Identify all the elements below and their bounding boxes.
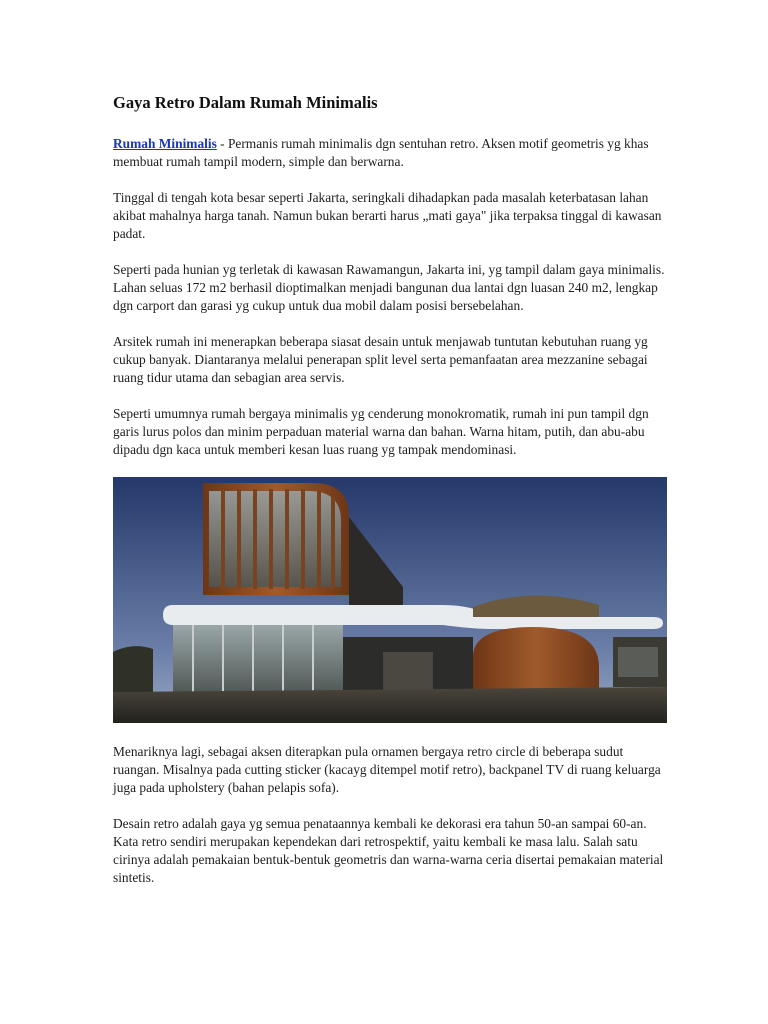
rumah-minimalis-link[interactable]: Rumah Minimalis [113, 136, 217, 151]
paragraph-1: Tinggal di tengah kota besar seperti Jakarta, seringkali dihadapkan pada masalah keterbatasan lahan akibat mahalnya harga tanah. Namun bukan berarti harus „mati gaya" jika terpaksa tinggal di kawasan padat. [113, 190, 662, 241]
paragraph-6: Desain retro adalah gaya yg semua penataannya kembali ke dekorasi era tahun 50-an sampai 60-an. Kata retro sendiri merupakan kependekan dari retrospektif, yaitu kembali ke masa lalu. Salah satu cirinya adalah pemakaian bentuk-bentuk geometris dan warna-warna ceria disertai pemakaian material sintetis. [113, 816, 664, 885]
house-photo [113, 477, 667, 723]
paragraph-3: Arsitek rumah ini menerapkan beberapa siasat desain untuk menjawab tuntutan kebutuhan ruang yg cukup banyak. Diantaranya melalui penerapan split level serta pemanfaatan area mezzanine sebagai ruang tidur utama dan sebagian area servis. [113, 334, 648, 385]
article-title: Gaya Retro Dalam Rumah Minimalis [113, 93, 378, 112]
intro-paragraph [113, 135, 673, 171]
intro-text: - Permanis rumah minimalis dgn sentuhan retro. Aksen motif geometris yg khas membuat rumah tampil modern, simple dan berwarna. [113, 136, 649, 169]
article [113, 93, 673, 905]
paragraph-4: Seperti umumnya rumah bergaya minimalis yg cenderung monokromatik, rumah ini pun tampil dgn garis lurus polos dan minim perpaduan material warna dan bahan. Warna hitam, putih, dan abu-abu dipadu dgn kaca untuk memberi kesan luas ruang yg tampak mendominasi. [113, 406, 649, 457]
paragraph-5: Menariknya lagi, sebagai aksen diterapkan pula ornamen bergaya retro circle di beberapa sudut ruangan. Misalnya pada cutting sticker (kacayg ditempel motif retro), backpanel TV di ruang keluarga juga pada upholstery (bahan pelapis sofa). [113, 744, 661, 795]
paragraph-2: Seperti pada hunian yg terletak di kawasan Rawamangun, Jakarta ini, yg tampil dalam gaya minimalis. Lahan seluas 172 m2 berhasil dioptimalkan menjadi bangunan dua lantai dgn luasan 240 m2, lengkap dgn carport dan garasi yg cukup untuk dua mobil dalam posisi bersebelahan. [113, 262, 665, 313]
